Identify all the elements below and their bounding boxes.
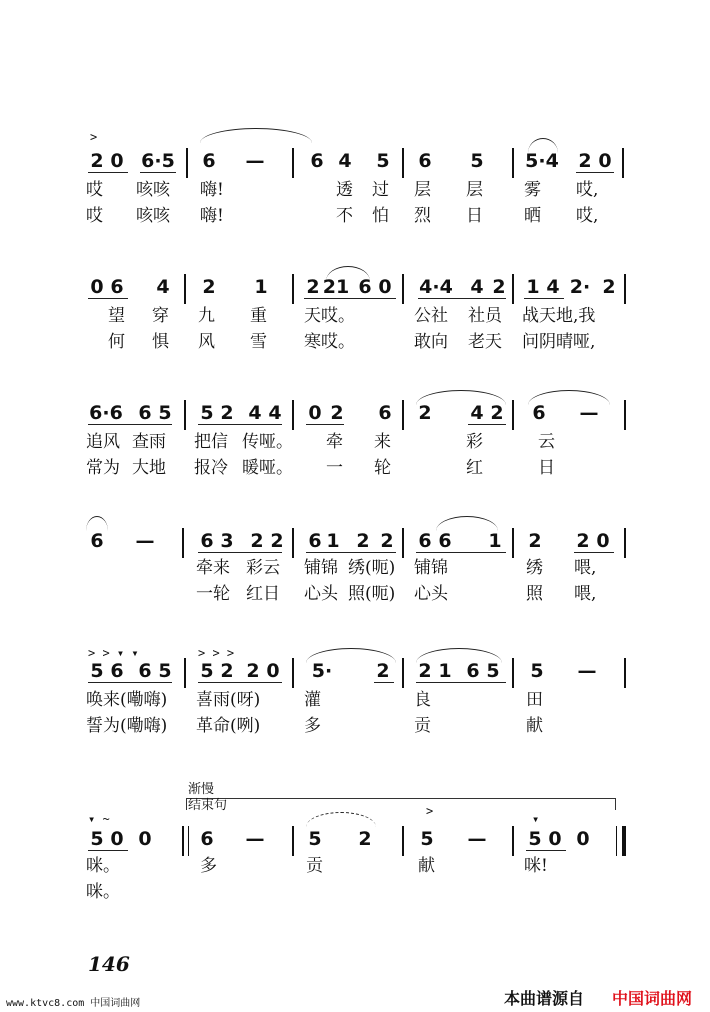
lyric-line-2 xyxy=(0,582,710,608)
note: 5·4 xyxy=(525,150,559,172)
lyric: 哎, xyxy=(576,206,599,226)
lyric: 献 xyxy=(418,856,435,876)
note: 5 xyxy=(308,828,322,850)
note: 5 xyxy=(420,828,434,850)
note: 6 xyxy=(532,402,546,424)
lyric: 一轮 xyxy=(196,584,230,604)
note: 0 xyxy=(110,150,124,172)
underline xyxy=(526,850,566,851)
notation-row xyxy=(0,150,710,180)
note: 5 xyxy=(200,660,214,682)
underline xyxy=(306,424,344,425)
lyric: 透 xyxy=(336,180,353,200)
lyric: 良 xyxy=(414,690,431,710)
note: 5 xyxy=(200,402,214,424)
lyric: 红日 xyxy=(246,584,280,604)
lyric-line-1 xyxy=(0,688,710,714)
note: 2 xyxy=(528,530,542,552)
lyric: 心头 xyxy=(304,584,338,604)
note: 2 xyxy=(220,402,234,424)
note: 2 xyxy=(358,828,372,850)
lyric: 彩云 xyxy=(246,558,280,578)
note: 2 xyxy=(246,660,260,682)
lyric: 望 xyxy=(108,306,125,326)
lyric: 层 xyxy=(466,180,483,200)
lyric: 牵来 xyxy=(196,558,230,578)
lyric: 咳咳 xyxy=(136,180,170,200)
note: 0 xyxy=(90,276,104,298)
lyric: 问阴晴哑, xyxy=(522,332,596,352)
note: 2 xyxy=(602,276,616,298)
lyric: 暖哑。 xyxy=(242,458,293,478)
note: 2 xyxy=(578,150,592,172)
lyric: 铺锦 xyxy=(304,558,338,578)
lyric: 社员 xyxy=(468,306,502,326)
barline xyxy=(402,658,404,688)
lyric: 革命(咧) xyxy=(196,716,261,736)
slur xyxy=(416,390,506,405)
lyric: 日 xyxy=(466,206,483,226)
note: 6 xyxy=(90,530,104,552)
note: 5 xyxy=(528,828,542,850)
note: 0 xyxy=(138,828,152,850)
note: 2 xyxy=(576,530,590,552)
barline xyxy=(512,826,514,856)
notation-row xyxy=(0,402,710,432)
lyric: 咳咳 xyxy=(136,206,170,226)
note: 5 xyxy=(158,402,172,424)
lyric: 一 xyxy=(326,458,343,478)
slur xyxy=(416,648,502,663)
lyric: 穿 xyxy=(152,306,169,326)
barline xyxy=(182,826,184,856)
lyric: 贡 xyxy=(414,716,431,736)
lyric: 老天 xyxy=(468,332,502,352)
note: 1 xyxy=(488,530,502,552)
note: 6 xyxy=(110,660,124,682)
barline xyxy=(624,528,626,558)
tempo-marking: 渐慢 xyxy=(188,782,215,797)
lyric: 喂, xyxy=(574,584,597,604)
note: 2 xyxy=(306,276,320,298)
lyric: 彩 xyxy=(466,432,483,452)
underline xyxy=(418,298,506,299)
barline xyxy=(402,826,404,856)
underline xyxy=(468,424,506,425)
lyric: 田 xyxy=(526,690,543,710)
ending-bracket-start xyxy=(186,798,187,810)
lyric-line-2 xyxy=(0,456,710,482)
slur xyxy=(86,516,108,531)
note: 5 xyxy=(90,660,104,682)
note: 2 xyxy=(90,150,104,172)
note: 5 xyxy=(530,660,544,682)
slur xyxy=(306,648,396,663)
lyric: 照(呃) xyxy=(348,584,396,604)
accent-mark: > > > xyxy=(198,646,235,660)
note: 4 xyxy=(338,150,352,172)
barline xyxy=(292,528,294,558)
barline xyxy=(188,826,189,856)
note: 3 xyxy=(220,530,234,552)
barline xyxy=(184,400,186,430)
slur xyxy=(200,128,312,143)
lyric: 敢向 xyxy=(414,332,448,352)
lyric: 寒哎。 xyxy=(304,332,355,352)
barline xyxy=(622,148,624,178)
accent-mark: ▾ ~ xyxy=(88,812,110,826)
note: 6 xyxy=(110,276,124,298)
lyric: 献 xyxy=(526,716,543,736)
lyric: 晒 xyxy=(524,206,541,226)
barline xyxy=(186,148,188,178)
note: 6 xyxy=(358,276,372,298)
underline xyxy=(198,552,282,553)
note: 5 xyxy=(90,828,104,850)
lyric: 心头 xyxy=(414,584,448,604)
lyric-line-1 xyxy=(0,178,710,204)
note: 5 xyxy=(376,150,390,172)
lyric: 轮 xyxy=(374,458,391,478)
note: 21 xyxy=(322,276,350,298)
slur xyxy=(528,138,558,153)
barline xyxy=(624,274,626,304)
underline xyxy=(524,298,564,299)
barline xyxy=(292,274,294,304)
note: 6 xyxy=(438,530,452,552)
lyric: 何 xyxy=(108,332,125,352)
note: 2 xyxy=(330,402,344,424)
note: 2 xyxy=(270,530,284,552)
lyric: 把信 xyxy=(194,432,228,452)
slur xyxy=(326,266,370,281)
lyric: 追风 xyxy=(86,432,120,452)
lyric: 公社 xyxy=(414,306,448,326)
lyric: 灌 xyxy=(304,690,321,710)
underline xyxy=(416,552,506,553)
note: 6·5 xyxy=(141,150,175,172)
barline xyxy=(616,826,617,856)
note: 5· xyxy=(311,660,333,682)
barline xyxy=(512,400,514,430)
lyric: 哎, xyxy=(576,180,599,200)
note: 4 xyxy=(470,276,484,298)
barline xyxy=(292,400,294,430)
note: 0 xyxy=(548,828,562,850)
underline xyxy=(306,552,396,553)
note: 4 xyxy=(268,402,282,424)
lyric: 怕 xyxy=(372,206,389,226)
note: 5 xyxy=(470,150,484,172)
underline xyxy=(576,172,614,173)
barline xyxy=(402,148,404,178)
note: 6 xyxy=(202,150,216,172)
lyric: 咪。 xyxy=(86,856,120,876)
note: 2 xyxy=(418,660,432,682)
watermark-source-label: 本曲谱源自 xyxy=(504,989,585,1008)
note: 2 xyxy=(356,530,370,552)
underline xyxy=(198,424,282,425)
lyric: 大地 xyxy=(132,458,166,478)
note: 0 xyxy=(266,660,280,682)
ending-bracket-end xyxy=(615,798,616,810)
note: 6 xyxy=(138,402,152,424)
barline xyxy=(512,274,514,304)
lyric: 天哎。 xyxy=(304,306,355,326)
underline xyxy=(416,682,506,683)
lyric: 多 xyxy=(304,716,321,736)
barline xyxy=(624,658,626,688)
underline xyxy=(88,682,172,683)
note: 6 xyxy=(378,402,392,424)
note: — xyxy=(245,828,265,850)
note: 6 xyxy=(200,530,214,552)
note: 0 xyxy=(598,150,612,172)
note: 2 xyxy=(250,530,264,552)
barline xyxy=(624,400,626,430)
underline xyxy=(304,298,396,299)
barline xyxy=(512,658,514,688)
note: 6 xyxy=(466,660,480,682)
lyric: 唤来(嘞嗨) xyxy=(86,690,168,710)
note: 6 xyxy=(310,150,324,172)
barline xyxy=(182,528,184,558)
lyric: 咪! xyxy=(524,856,548,876)
note: 6 xyxy=(200,828,214,850)
lyric-line-1 xyxy=(0,556,710,582)
lyric: 雪 xyxy=(250,332,267,352)
lyric: 喂, xyxy=(574,558,597,578)
lyric: 九 xyxy=(198,306,215,326)
barline xyxy=(512,528,514,558)
lyric: 照 xyxy=(526,584,543,604)
underline xyxy=(198,682,282,683)
note: 4 xyxy=(248,402,262,424)
lyric: 日 xyxy=(538,458,555,478)
lyric: 嗨! xyxy=(200,180,224,200)
barline xyxy=(292,826,294,856)
barline xyxy=(402,400,404,430)
note: — xyxy=(135,530,155,552)
lyric: 咪。 xyxy=(86,882,120,902)
note: 2· xyxy=(569,276,591,298)
barline xyxy=(292,658,294,688)
note: 1 xyxy=(438,660,452,682)
note: 5 xyxy=(158,660,172,682)
note: 1 xyxy=(526,276,540,298)
note: 0 xyxy=(308,402,322,424)
underline xyxy=(88,424,172,425)
lyric: 绣(呃) xyxy=(348,558,396,578)
note: 2 xyxy=(492,276,506,298)
lyric: 常为 xyxy=(86,458,120,478)
underline xyxy=(88,298,128,299)
note: — xyxy=(467,828,487,850)
note: 4·4 xyxy=(419,276,453,298)
underline xyxy=(88,850,128,851)
lyric-line-1 xyxy=(0,854,710,880)
lyric: 传哑。 xyxy=(242,432,293,452)
lyric: 不 xyxy=(336,206,353,226)
lyric: 誓为(嘞嗨) xyxy=(86,716,168,736)
note: 0 xyxy=(110,828,124,850)
barline xyxy=(292,148,294,178)
ending-bracket xyxy=(186,798,616,799)
accent-mark: > xyxy=(426,804,434,818)
note: 2 xyxy=(220,660,234,682)
lyric-line-2 xyxy=(0,330,710,356)
note: 1 xyxy=(254,276,268,298)
slur xyxy=(306,812,376,827)
lyric: 云 xyxy=(538,432,555,452)
lyric: 牵 xyxy=(326,432,343,452)
barline xyxy=(402,528,404,558)
lyric: 来 xyxy=(374,432,391,452)
lyric: 风 xyxy=(198,332,215,352)
note: 6 xyxy=(418,530,432,552)
note: 0 xyxy=(596,530,610,552)
note: 2 xyxy=(380,530,394,552)
lyric: 多 xyxy=(200,856,217,876)
note: 2 xyxy=(418,402,432,424)
lyric: 烈 xyxy=(414,206,431,226)
note: 6 xyxy=(138,660,152,682)
lyric: 过 xyxy=(372,180,389,200)
accent-mark: > > ▾ ▾ xyxy=(88,646,139,660)
watermark-url: www.ktvc8.com 中国词曲网 xyxy=(6,998,141,1009)
lyric: 重 xyxy=(250,306,267,326)
watermark-site-name: 中国词曲网 xyxy=(612,989,693,1008)
note: 1 xyxy=(326,530,340,552)
barline xyxy=(184,274,186,304)
note: 4 xyxy=(470,402,484,424)
note: — xyxy=(577,660,597,682)
page-number: 146 xyxy=(88,952,130,976)
lyric: 层 xyxy=(414,180,431,200)
lyric: 查雨 xyxy=(132,432,166,452)
note: 0 xyxy=(378,276,392,298)
underline xyxy=(88,172,128,173)
lyric-line-2 xyxy=(0,204,710,230)
note: 5 xyxy=(486,660,500,682)
slur xyxy=(528,390,610,405)
lyric: 雾 xyxy=(524,180,541,200)
lyric: 嗨! xyxy=(200,206,224,226)
lyric-line-2 xyxy=(0,880,710,906)
final-barline xyxy=(622,826,626,856)
lyric: 哎 xyxy=(86,206,103,226)
ending-label: 结束句 xyxy=(188,798,228,813)
lyric: 惧 xyxy=(152,332,169,352)
accent-mark: > xyxy=(90,130,98,144)
slur xyxy=(436,516,498,531)
lyric: 红 xyxy=(466,458,483,478)
lyric: 哎 xyxy=(86,180,103,200)
notation-row xyxy=(0,660,710,690)
note: 6 xyxy=(418,150,432,172)
barline xyxy=(402,274,404,304)
barline xyxy=(184,658,186,688)
underline xyxy=(574,552,614,553)
lyric-line-2 xyxy=(0,714,710,740)
barline xyxy=(512,148,514,178)
note: 4 xyxy=(546,276,560,298)
note: 6·6 xyxy=(89,402,123,424)
lyric: 报冷 xyxy=(194,458,228,478)
note: 0 xyxy=(576,828,590,850)
accent-mark: ▾ xyxy=(532,812,540,826)
note: 2 xyxy=(202,276,216,298)
lyric: 铺锦 xyxy=(414,558,448,578)
note: 2 xyxy=(376,660,390,682)
underline xyxy=(374,682,394,683)
note: 2 xyxy=(490,402,504,424)
lyric: 战天地,我 xyxy=(522,306,596,326)
lyric: 绣 xyxy=(526,558,543,578)
lyric-line-1 xyxy=(0,304,710,330)
note: 6 xyxy=(308,530,322,552)
underline xyxy=(140,172,176,173)
lyric: 喜雨(呀) xyxy=(196,690,261,710)
note: 4 xyxy=(156,276,170,298)
note: — xyxy=(245,150,265,172)
lyric: 贡 xyxy=(306,856,323,876)
note: — xyxy=(579,402,599,424)
lyric-line-1 xyxy=(0,430,710,456)
